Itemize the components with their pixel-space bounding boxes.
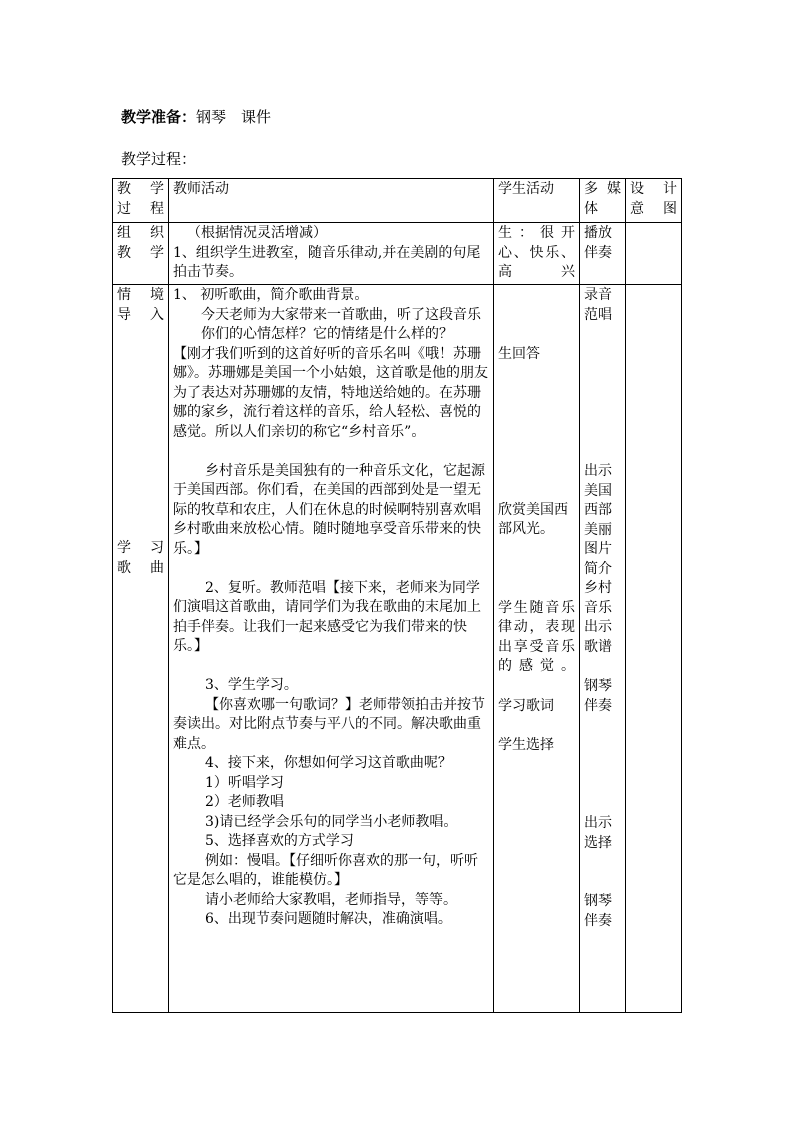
table-row-main bbox=[113, 285, 682, 1013]
multimedia-main bbox=[580, 285, 626, 1013]
student-rhythm: 学生随音乐律动，表现出享受音乐的感觉。 bbox=[498, 599, 575, 674]
student-answer: 生回答 bbox=[498, 346, 540, 362]
header-stage: 教 学 过 程 bbox=[113, 179, 169, 223]
media-recording: 录音范唱 bbox=[584, 287, 612, 323]
stage-cell-main bbox=[113, 285, 169, 1013]
teacher-activity-organize: （根据情况灵活增减） 1、组织学生进教室，随音乐律动,并在美剧的句尾拍击节奏。 bbox=[169, 223, 494, 285]
stage-organize: 组 织 教学 bbox=[113, 223, 169, 285]
lesson-plan-table bbox=[112, 178, 682, 1013]
student-activity-organize: 生：很开心、快乐、高兴 bbox=[494, 223, 580, 285]
design-intent-organize bbox=[626, 223, 682, 285]
header-teacher-activity: 教师活动 bbox=[169, 179, 494, 223]
header-multimedia: 多媒体 bbox=[580, 179, 626, 223]
teaching-preparation bbox=[121, 107, 271, 127]
table-header-row bbox=[113, 179, 682, 223]
student-activity-main bbox=[494, 285, 580, 1013]
header-design-intent: 设 计 意图 bbox=[626, 179, 682, 223]
media-west-pictures: 出示美国西部美丽图片简介乡村音乐 bbox=[584, 463, 612, 616]
header-student-activity: 学生活动 bbox=[494, 179, 580, 223]
media-piano-2: 钢琴伴奏 bbox=[584, 893, 612, 929]
media-choice: 出示选择 bbox=[584, 815, 612, 851]
teaching-process-title: 教学过程： bbox=[121, 150, 197, 168]
teaching-preparation-value: 钢琴 课件 bbox=[196, 108, 272, 126]
stage-situation-intro: 情 境 导入 bbox=[117, 287, 164, 323]
teacher-activity-main: 1、 初听歌曲，简介歌曲背景。 今天老师为大家带来一首歌曲，听了这段音乐你们的心情怎样？它的情绪是什么样的？ 【刚才我们听到的这首好听的音乐名叫《哦！苏珊娜》。苏珊娜是美国一个小姑娘，这首歌是他的朋友为了表达对苏珊娜的友情，特地送给她的。在苏珊娜的家乡，流行着这样的音乐，给人轻松、喜悦的感觉。所以人们亲切的称它“乡村音乐”。 乡村音乐是美国独有的一种音乐文化，它起源于美国西部。你们看，在美国的西部到处是一望无际的牧草和农庄，人们在休息的时候啊特别喜欢唱乡村歌曲来放松心情。随时随地享受音乐带来的快乐。】 2、复听。教师范唱【接下来，老师来为同学们演唱这首歌曲，请同学们为我在歌曲的末尾加上拍手伴奏。让我们一起来感受它为我们带来的快乐。】 3、学生学习。 【你喜欢哪一句歌词？】老师带领拍击并按节奏读出。对比附点节奏与平八的不同。解决歌曲重难点。 4、接下来，你想如何学习这首歌曲呢？ 1）听唱学习 2）老师教唱 3)请已经学会乐句的同学当小老师教唱。 5、选择喜欢的方式学习 例如：慢唱。【仔细听你喜欢的那一句，听听它是怎么唱的，谁能模仿。】 请小老师给大家教唱，老师指导，等等。 6、出现节奏问题随时解决，准确演唱。 bbox=[169, 285, 494, 1013]
multimedia-organize: 播放伴奏 bbox=[580, 223, 626, 285]
student-choose: 学生选择 bbox=[498, 737, 554, 753]
student-learn-lyrics: 学习歌词 bbox=[498, 697, 554, 714]
design-intent-main bbox=[626, 285, 682, 1013]
table-row-organize bbox=[113, 223, 682, 285]
media-piano-1: 钢琴伴奏 bbox=[584, 678, 612, 714]
student-appreciate: 欣赏美国西部风光。 bbox=[498, 501, 568, 537]
teaching-preparation-label: 教学准备： bbox=[121, 108, 197, 126]
stage-learn-song: 学 习 歌曲 bbox=[117, 540, 164, 576]
media-score: 出示歌谱 bbox=[584, 619, 612, 655]
